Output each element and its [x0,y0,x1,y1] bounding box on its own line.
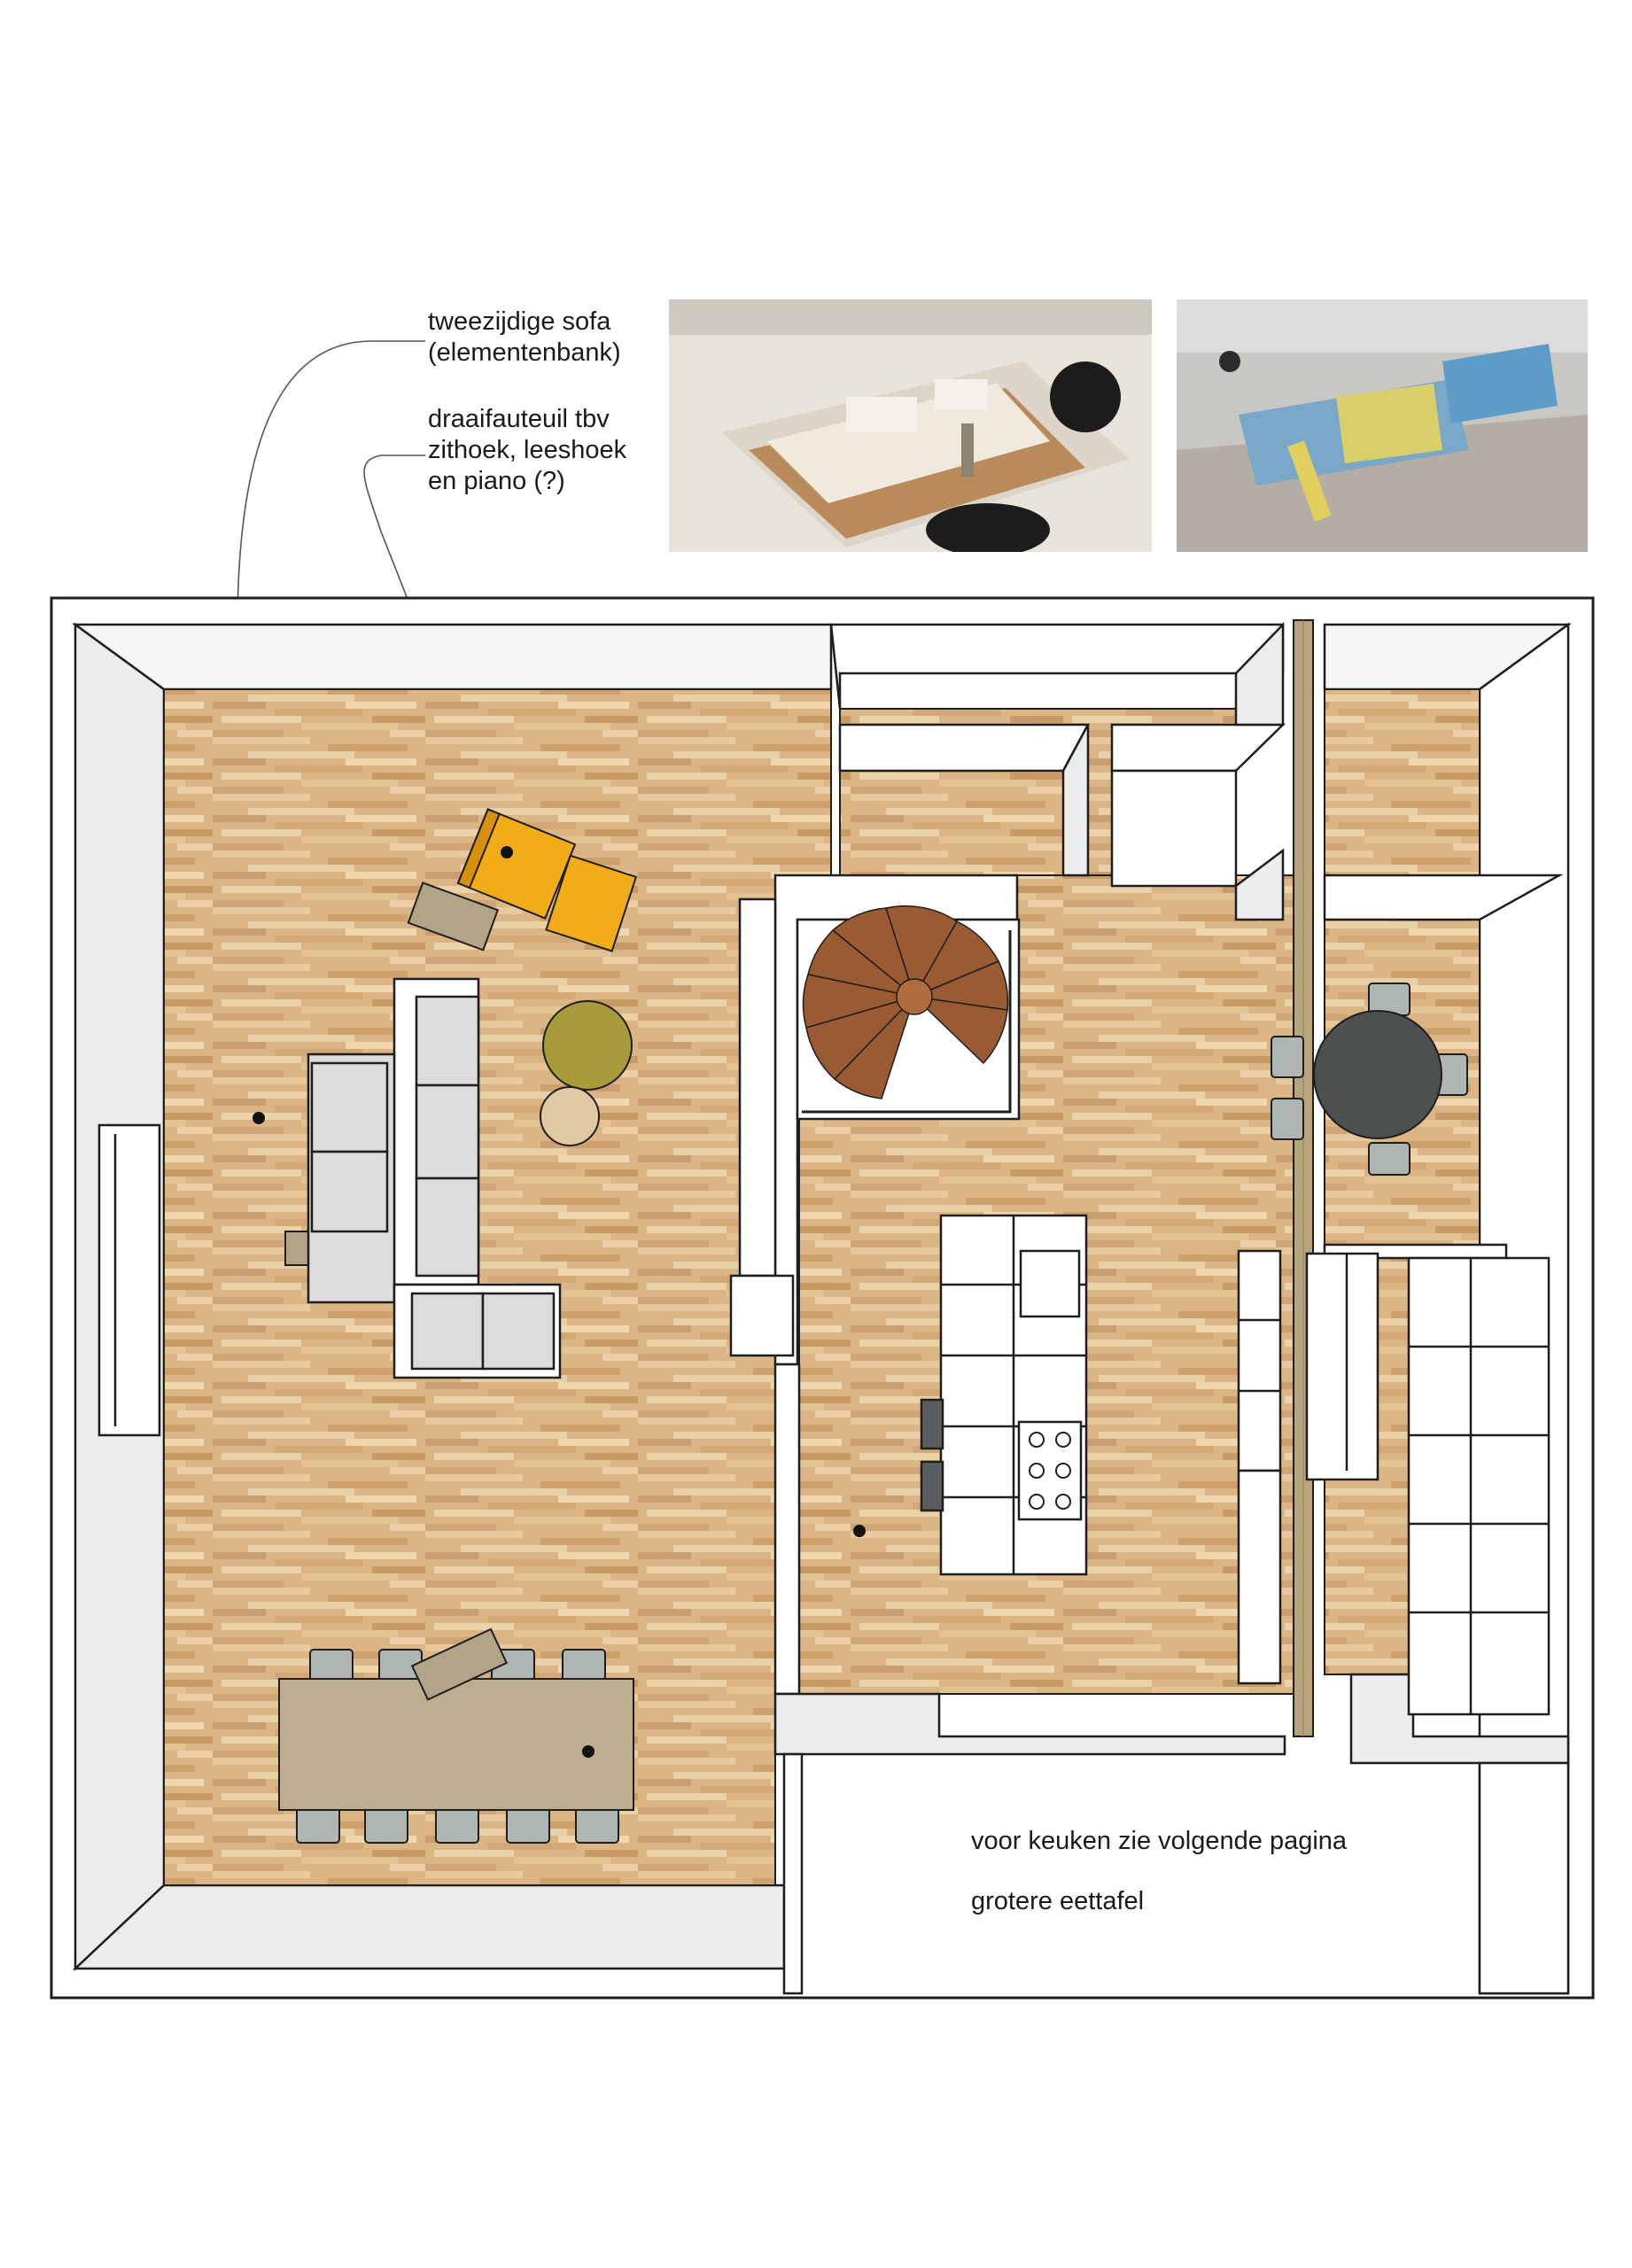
cabinet-column-left [1239,1251,1280,1471]
wall-vertical-kitchen [775,1364,799,1694]
annotation-chair-line-3: en piano (?) [428,467,565,495]
wall-kitchen-lower-partition [784,1754,802,1993]
timber-column [1294,620,1313,1736]
side-table-olive [543,1001,632,1090]
dining-table-top [279,1679,633,1810]
annotation-dining-table: grotere eettafel [971,1887,1145,1915]
wall-right-lower [1480,1763,1568,1993]
annotation-kitchen: voor keuken zie volgende pagina [971,1827,1348,1855]
reference-photo-beige-sofa [669,299,1152,552]
annotation-sofa-line-1: tweezijdige sofa [428,307,611,336]
dining-table [279,1629,633,1843]
right-floor-top [1325,689,1480,875]
marker-kitchen [853,1525,866,1537]
wall-stair-left [740,899,775,1276]
marker-chair [501,846,513,858]
marker-table [582,1745,595,1758]
annotation-sofa [428,307,621,369]
bottom-wall-band [75,1885,784,1969]
wall-post [731,1276,793,1355]
cabinet-under-column [1239,1471,1280,1683]
wall-hall-bottom [840,725,1088,771]
annotation-chair-line-2: zithoek, leeshoek [428,436,627,464]
window-left [99,1125,159,1435]
windows [99,1125,159,1435]
side-table-beige [540,1087,599,1146]
cooktop [1019,1422,1081,1519]
annotation-chair [428,404,626,497]
cabinet-mid [1307,1254,1378,1480]
top-wall-band [75,625,831,689]
sink [1021,1251,1079,1317]
annotation-chair-line-1: draaifauteuil tbv [428,405,610,433]
cabinet-tall-right [1409,1258,1549,1714]
kitchen-island [921,1216,1086,1574]
annotation-sofa-line-2: (elementenbank) [428,338,621,367]
reference-photo-blue-yellow-sofa [1177,299,1588,552]
marker-sofa [253,1112,265,1124]
wall-block-2-side [1112,771,1236,886]
spiral-staircase [797,906,1019,1119]
